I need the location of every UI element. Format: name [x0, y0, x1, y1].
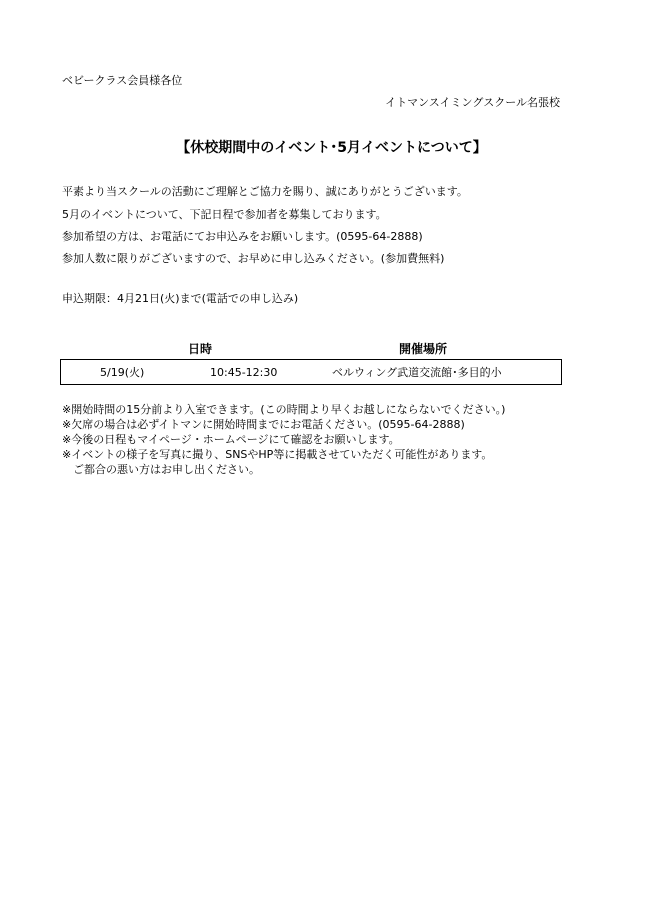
- addressee-line: ベビークラス会員様各位: [62, 74, 183, 87]
- table-header-date: 日時: [188, 342, 213, 356]
- application-deadline: 申込期限：4月21日(火)まで(電話での申し込み): [62, 292, 299, 305]
- note-line: ※欠席の場合は必ずイトマンに開始時間までにお電話ください。(0595-64-2888): [62, 418, 465, 431]
- table-cell-venue: ベルウィング武道交流館･多目的小: [332, 366, 502, 379]
- table-cell-date: 5/19(火): [100, 366, 145, 379]
- document-title: 【休校期間中のイベント･5月イベントについて】: [176, 140, 487, 156]
- body-paragraph-line: 平素より当スクールの活動にご理解とご協力を賜り、誠にありがとうございます。: [62, 185, 468, 198]
- table-cell-time: 10:45-12:30: [210, 366, 278, 379]
- note-line: ※開始時間の15分前より入室できます。(この時間より早くお越しにならないでください。): [62, 403, 506, 416]
- sender-line: イトマンスイミングスクール名張校: [385, 96, 560, 109]
- note-line: ※イベントの様子を写真に撮り、SNSやHP等に掲載させていただく可能性があります。: [62, 448, 493, 461]
- body-paragraph-line: 参加人数に限りがございますので、お早めに申し込みください。(参加費無料): [62, 252, 445, 265]
- note-line: ※今後の日程もマイページ・ホームページにて確認をお願いします。: [62, 433, 400, 446]
- note-line: ご都合の悪い方はお申し出ください。: [62, 463, 260, 476]
- body-paragraph-line: 5月のイベントについて、下記日程で参加者を募集しております。: [62, 208, 387, 221]
- body-paragraph-line: 参加希望の方は、お電話にてお申込みをお願いします。(0595-64-2888): [62, 230, 423, 243]
- table-header-venue: 開催場所: [399, 342, 448, 356]
